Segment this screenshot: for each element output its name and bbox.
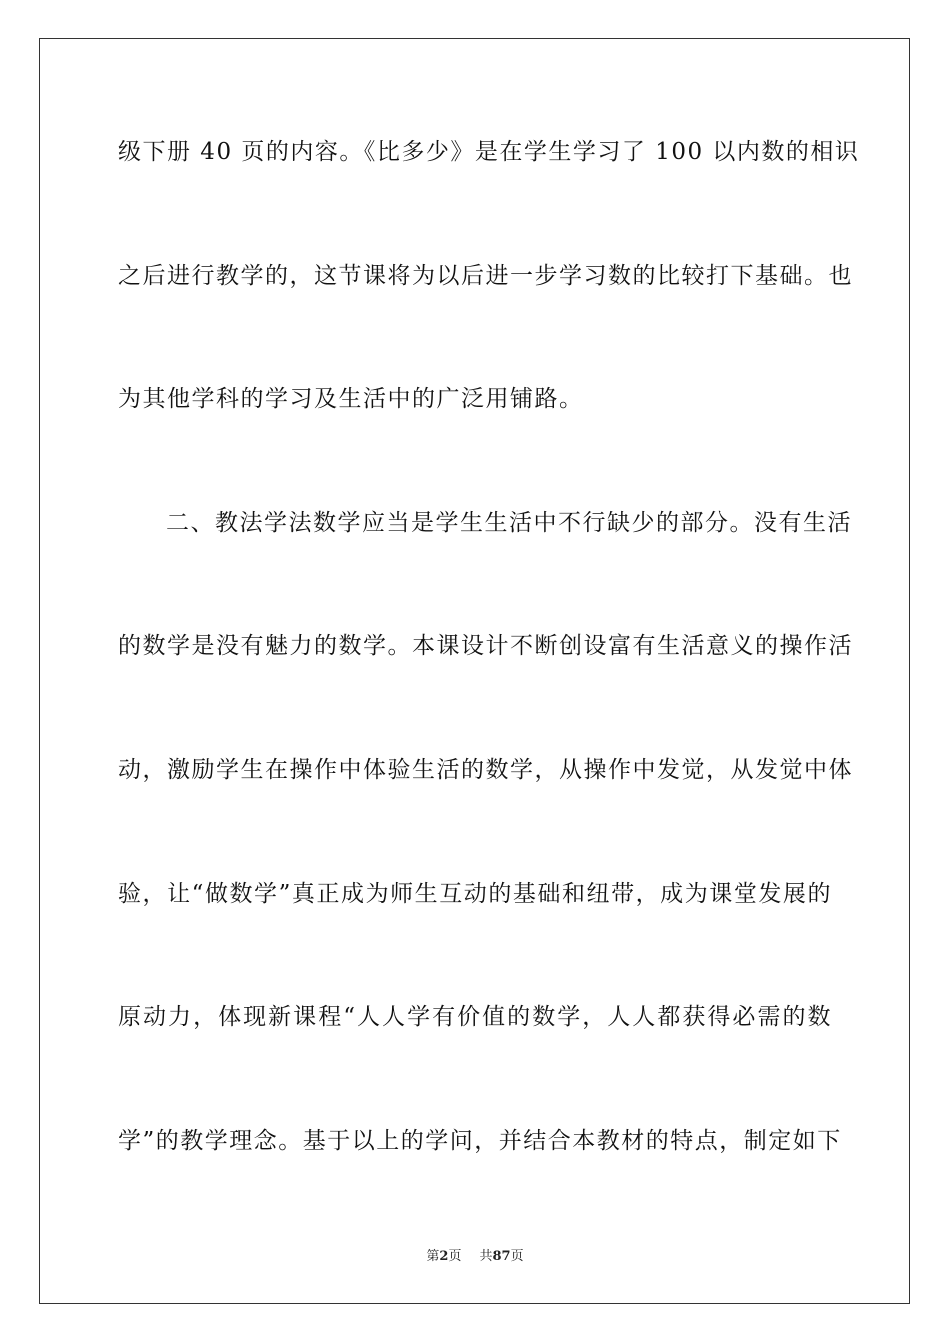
paragraph-line-3: 为其他学科的学习及生活中的广泛用铺路。 [118,386,584,412]
page-number-suffix: 页 [448,1249,462,1264]
page-number-prefix: 第 [426,1249,440,1264]
page-number: 2 [439,1249,449,1264]
total-pages: 87 [492,1249,511,1264]
page-frame [39,38,910,1304]
paragraph-line-5: 的数学是没有魅力的数学。本课设计不断创设富有生活意义的操作活 [118,633,853,659]
paragraph-line-4: 二、教法学法数学应当是学生生活中不行缺少的部分。没有生活 [166,510,852,536]
total-pages-suffix: 页 [510,1249,524,1264]
paragraph-line-2: 之后进行教学的，这节课将为以后进一步学习数的比较打下基础。也 [118,263,853,289]
total-pages-prefix: 共 [479,1249,493,1264]
paragraph-line-9: 学”的教学理念。基于以上的学问，并结合本教材的特点，制定如下 [118,1128,842,1154]
paragraph-line-7: 验，让“做数学”真正成为师生互动的基础和纽带，成为课堂发展的 [118,881,832,907]
paragraph-line-8: 原动力，体现新课程“人人学有价值的数学，人人都获得必需的数 [118,1004,832,1030]
paragraph-line-6: 动，激励学生在操作中体验生活的数学，从操作中发觉，从发觉中体 [118,757,853,783]
page-footer [0,1248,950,1266]
paragraph-line-1: 级下册 40 页的内容。《比多少》是在学生学习了 100 以内数的相识 [118,139,860,165]
